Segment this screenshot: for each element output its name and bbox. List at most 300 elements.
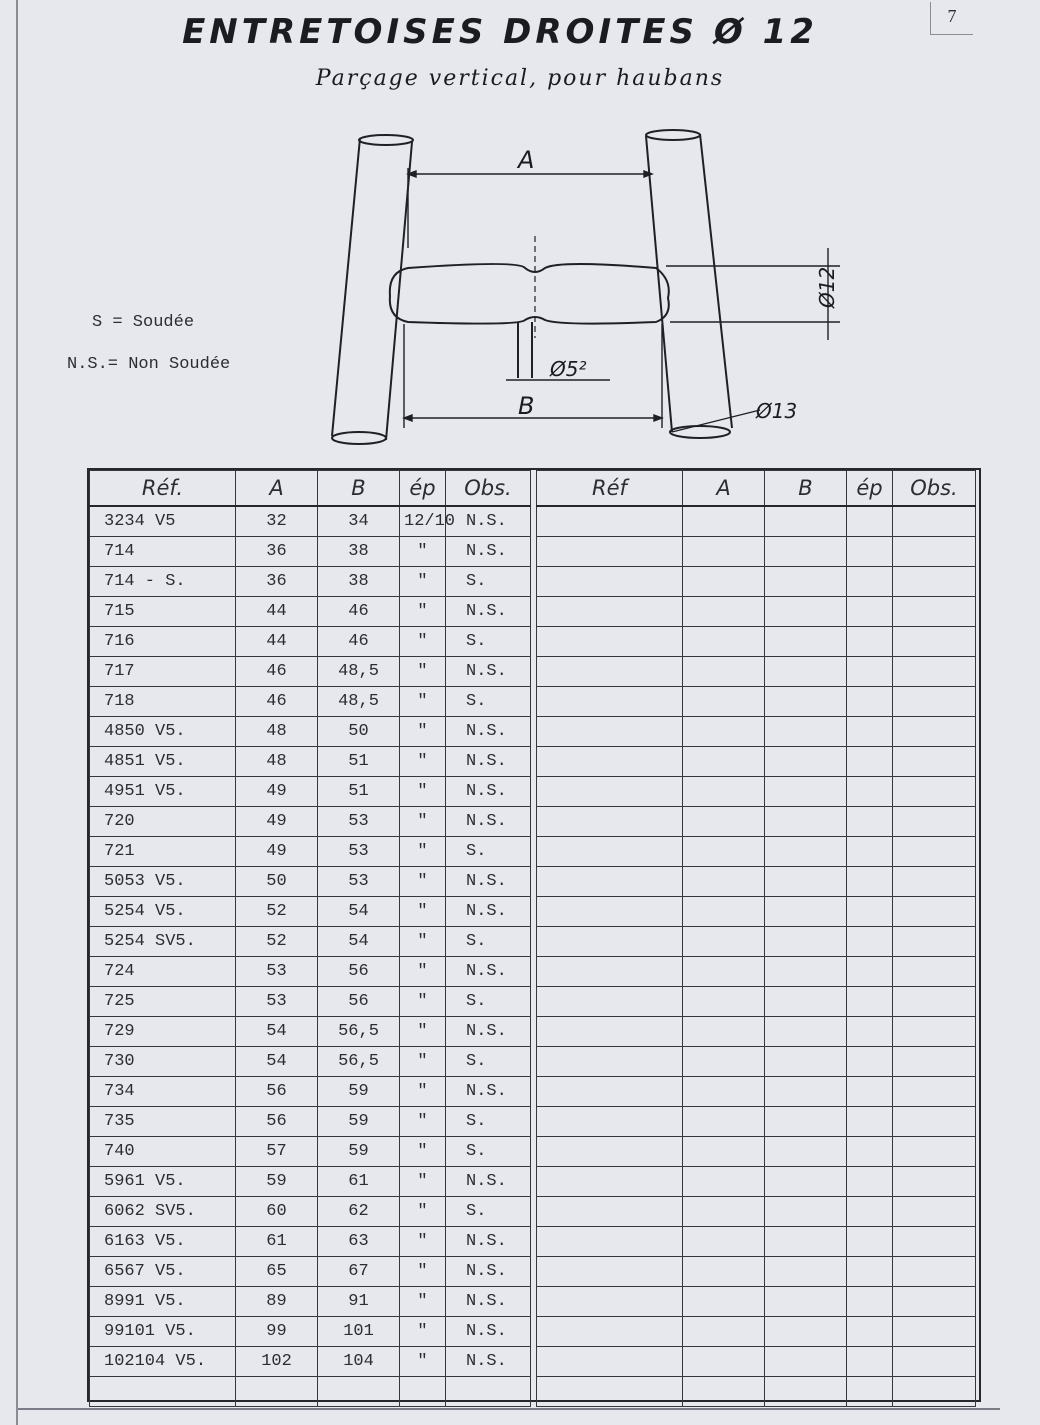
blank-cell [847, 1107, 893, 1137]
blank-cell [847, 897, 893, 927]
blank-cell [847, 567, 893, 597]
table-row [90, 657, 531, 687]
cell-a: 56 [236, 1107, 318, 1137]
right-tube [646, 134, 732, 432]
blank-table-row [537, 506, 976, 537]
table-row [90, 687, 531, 717]
table-row [90, 1017, 531, 1047]
cell-ref: 717 [90, 657, 236, 687]
cell-ep: " [400, 747, 446, 777]
cell-obs: N.S. [446, 1227, 531, 1257]
cell-ref: 4951 V5. [90, 777, 236, 807]
table-row [90, 807, 531, 837]
cell-ref: 718 [90, 687, 236, 717]
cell-obs: S. [446, 687, 531, 717]
col-b-2: B [765, 471, 847, 507]
cell-obs: S. [446, 1197, 531, 1227]
cell-ref: 720 [90, 807, 236, 837]
table-row [90, 837, 531, 867]
blank-table-row [537, 1257, 976, 1287]
cell-a: 61 [236, 1227, 318, 1257]
blank-cell [537, 567, 683, 597]
cell-a: 54 [236, 1017, 318, 1047]
blank-cell [683, 1107, 765, 1137]
blank-cell [683, 657, 765, 687]
blank-cell [847, 807, 893, 837]
cell-a: 56 [236, 1077, 318, 1107]
blank-cell [893, 687, 976, 717]
cell-ep: " [400, 1287, 446, 1317]
cell-ref: 740 [90, 1137, 236, 1167]
blank-cell [893, 537, 976, 567]
blank-cell [683, 1317, 765, 1347]
cell-ep: " [400, 567, 446, 597]
blank-cell [683, 687, 765, 717]
table-row [90, 1287, 531, 1317]
blank-cell [683, 537, 765, 567]
cell-ep: 12/10 [400, 506, 446, 537]
table-row [90, 987, 531, 1017]
blank-cell [847, 837, 893, 867]
cell-ref: 734 [90, 1077, 236, 1107]
blank-cell [893, 837, 976, 867]
blank-cell [893, 1167, 976, 1197]
blank-cell [765, 1017, 847, 1047]
table-row [90, 777, 531, 807]
blank-cell [537, 1077, 683, 1107]
cell-a: 32 [236, 506, 318, 537]
table-row [90, 1257, 531, 1287]
blank-cell [847, 687, 893, 717]
cell-ep: " [400, 1347, 446, 1377]
blank-cell [847, 1167, 893, 1197]
blank-cell [683, 567, 765, 597]
blank-table-row [537, 1107, 976, 1137]
blank-cell [765, 867, 847, 897]
blank-cell [847, 627, 893, 657]
cell-obs: N.S. [446, 506, 531, 537]
blank-cell [537, 807, 683, 837]
cell-b: 50 [318, 717, 400, 747]
blank-cell [765, 957, 847, 987]
blank-cell [893, 747, 976, 777]
table-row [90, 1227, 531, 1257]
blank-cell [765, 567, 847, 597]
blank-table-row [537, 1347, 976, 1377]
cell-ep: " [400, 807, 446, 837]
cell-a: 52 [236, 927, 318, 957]
cell-b: 59 [318, 1077, 400, 1107]
col-a: A [236, 471, 318, 507]
legend-non-soudee: N.S.= Non Soudée [67, 355, 231, 374]
blank-cell [893, 1077, 976, 1107]
blank-cell [537, 1377, 683, 1407]
blank-table-row [537, 867, 976, 897]
blank-cell [893, 867, 976, 897]
cell-obs: S. [446, 567, 531, 597]
cell-ep: " [400, 1317, 446, 1347]
cell-ep: " [400, 987, 446, 1017]
blank-cell [683, 1017, 765, 1047]
cell-ref: 714 [90, 537, 236, 567]
blank-cell [893, 897, 976, 927]
blank-cell [537, 1257, 683, 1287]
cell-ref: 4851 V5. [90, 747, 236, 777]
blank-cell [893, 777, 976, 807]
cell-ep: " [400, 597, 446, 627]
blank-cell [537, 1227, 683, 1257]
blank-cell [765, 506, 847, 537]
table-row [90, 1377, 531, 1407]
cell-ref: 5254 SV5. [90, 927, 236, 957]
blank-cell [893, 1287, 976, 1317]
cell-a: 48 [236, 747, 318, 777]
blank-table-row [537, 567, 976, 597]
cell-ep: " [400, 897, 446, 927]
cell-a [236, 1377, 318, 1407]
blank-cell [847, 1257, 893, 1287]
table-row [90, 1197, 531, 1227]
blank-table-row [537, 687, 976, 717]
cell-ep [400, 1377, 446, 1407]
table-row [90, 1077, 531, 1107]
blank-cell [683, 837, 765, 867]
cell-ref: 3234 V5 [90, 506, 236, 537]
blank-cell [537, 1137, 683, 1167]
blank-table-row [537, 1167, 976, 1197]
blank-cell [537, 777, 683, 807]
blank-cell [537, 717, 683, 747]
blank-cell [847, 1017, 893, 1047]
blank-cell [683, 1167, 765, 1197]
cell-obs: N.S. [446, 1167, 531, 1197]
cell-b: 51 [318, 777, 400, 807]
cell-ep: " [400, 1107, 446, 1137]
blank-cell [537, 957, 683, 987]
blank-cell [683, 506, 765, 537]
cell-obs: N.S. [446, 747, 531, 777]
blank-cell [847, 747, 893, 777]
cell-ref: 735 [90, 1107, 236, 1137]
blank-cell [847, 506, 893, 537]
cell-obs: N.S. [446, 1257, 531, 1287]
blank-cell [683, 777, 765, 807]
blank-cell [537, 1197, 683, 1227]
cell-ref: 5053 V5. [90, 867, 236, 897]
cell-a: 46 [236, 657, 318, 687]
cell-a: 59 [236, 1167, 318, 1197]
cell-ref: 714 - S. [90, 567, 236, 597]
blank-cell [847, 597, 893, 627]
cell-b [318, 1377, 400, 1407]
col-a-2: A [683, 471, 765, 507]
blank-cell [893, 1377, 976, 1407]
blank-cell [537, 1107, 683, 1137]
blank-cell [765, 1227, 847, 1257]
blank-table-row [537, 1317, 976, 1347]
table-row [90, 567, 531, 597]
cell-obs: S. [446, 1047, 531, 1077]
cell-obs: N.S. [446, 717, 531, 747]
blank-cell [765, 627, 847, 657]
cell-ref: 6567 V5. [90, 1257, 236, 1287]
page-bottom-edge [18, 1408, 1000, 1410]
cell-obs: N.S. [446, 957, 531, 987]
cell-a: 102 [236, 1347, 318, 1377]
cell-obs: N.S. [446, 1017, 531, 1047]
cell-ep: " [400, 1017, 446, 1047]
cell-obs: N.S. [446, 1347, 531, 1377]
blank-table-row [537, 957, 976, 987]
blank-cell [537, 837, 683, 867]
cell-ref: 721 [90, 837, 236, 867]
blank-table-row [537, 807, 976, 837]
cell-obs: S. [446, 627, 531, 657]
cell-ref: 724 [90, 957, 236, 987]
blank-table-body [537, 506, 976, 1407]
cell-obs: S. [446, 1107, 531, 1137]
blank-cell [893, 807, 976, 837]
blank-cell [537, 1167, 683, 1197]
cell-ref: 725 [90, 987, 236, 1017]
blank-cell [893, 957, 976, 987]
blank-cell [847, 1197, 893, 1227]
cell-a: 60 [236, 1197, 318, 1227]
blank-table-header-row [537, 471, 976, 507]
spacer-bar [390, 264, 669, 324]
cell-b: 59 [318, 1107, 400, 1137]
left-tube [332, 138, 412, 440]
cell-ref: 715 [90, 597, 236, 627]
cell-a: 53 [236, 957, 318, 987]
blank-table-row [537, 987, 976, 1017]
blank-cell [765, 597, 847, 627]
cell-b: 104 [318, 1347, 400, 1377]
cell-ref: 729 [90, 1017, 236, 1047]
cell-obs: N.S. [446, 807, 531, 837]
blank-cell [683, 597, 765, 627]
blank-cell [893, 1047, 976, 1077]
blank-cell [683, 1377, 765, 1407]
cell-b: 34 [318, 506, 400, 537]
cell-b: 56 [318, 987, 400, 1017]
blank-cell [683, 1047, 765, 1077]
blank-cell [893, 1347, 976, 1377]
blank-cell [847, 1137, 893, 1167]
blank-cell [765, 1077, 847, 1107]
blank-cell [765, 927, 847, 957]
blank-cell [537, 687, 683, 717]
cell-a: 44 [236, 597, 318, 627]
cell-ref: 99101 V5. [90, 1317, 236, 1347]
blank-cell [683, 1257, 765, 1287]
cell-b: 91 [318, 1287, 400, 1317]
blank-cell [847, 1347, 893, 1377]
blank-cell [893, 1227, 976, 1257]
cell-ep: " [400, 687, 446, 717]
blank-cell [537, 1017, 683, 1047]
cell-a: 89 [236, 1287, 318, 1317]
blank-cell [537, 867, 683, 897]
blank-cell [537, 747, 683, 777]
table-row [90, 927, 531, 957]
blank-table-row [537, 1287, 976, 1317]
blank-cell [893, 1017, 976, 1047]
cell-ref: 4850 V5. [90, 717, 236, 747]
blank-cell [893, 927, 976, 957]
blank-table-row [537, 837, 976, 867]
cell-a: 48 [236, 717, 318, 747]
blank-table-row [537, 1137, 976, 1167]
blank-cell [537, 506, 683, 537]
blank-table-row [537, 1017, 976, 1047]
blank-cell [847, 1227, 893, 1257]
cell-b: 46 [318, 597, 400, 627]
cell-b: 53 [318, 837, 400, 867]
cell-ep: " [400, 837, 446, 867]
cell-ep: " [400, 1047, 446, 1077]
blank-table-row [537, 1227, 976, 1257]
blank-cell [683, 627, 765, 657]
page-left-edge [16, 0, 18, 1425]
table-row [90, 506, 531, 537]
blank-cell [893, 987, 976, 1017]
blank-cell [683, 867, 765, 897]
cell-obs: N.S. [446, 657, 531, 687]
blank-cell [765, 657, 847, 687]
cell-a: 49 [236, 777, 318, 807]
blank-cell [847, 777, 893, 807]
cell-b: 46 [318, 627, 400, 657]
blank-table-row [537, 537, 976, 567]
blank-table-row [537, 927, 976, 957]
cell-ref: 5254 V5. [90, 897, 236, 927]
cell-a: 49 [236, 837, 318, 867]
blank-cell [847, 717, 893, 747]
cell-ref: 6062 SV5. [90, 1197, 236, 1227]
cell-a: 50 [236, 867, 318, 897]
blank-cell [765, 1047, 847, 1077]
blank-cell [683, 1137, 765, 1167]
cell-a: 65 [236, 1257, 318, 1287]
cell-b: 61 [318, 1167, 400, 1197]
cell-ref: 6163 V5. [90, 1227, 236, 1257]
table-row [90, 897, 531, 927]
blank-cell [893, 506, 976, 537]
cell-a: 99 [236, 1317, 318, 1347]
blank-cell [537, 627, 683, 657]
blank-cell [893, 1137, 976, 1167]
blank-cell [537, 1047, 683, 1077]
cell-ep: " [400, 777, 446, 807]
cell-ep: " [400, 1257, 446, 1287]
blank-cell [893, 1197, 976, 1227]
blank-cell [847, 867, 893, 897]
cell-b: 67 [318, 1257, 400, 1287]
blank-cell [683, 957, 765, 987]
table-row [90, 957, 531, 987]
cell-a: 36 [236, 537, 318, 567]
cell-b: 48,5 [318, 687, 400, 717]
cell-b: 56 [318, 957, 400, 987]
cell-b: 38 [318, 567, 400, 597]
cell-ref: 730 [90, 1047, 236, 1077]
blank-cell [537, 987, 683, 1017]
cell-obs: S. [446, 987, 531, 1017]
legend-soudee: S = Soudée [92, 313, 195, 332]
blank-cell [537, 1317, 683, 1347]
cell-b: 53 [318, 807, 400, 837]
table-row [90, 627, 531, 657]
blank-cell [893, 627, 976, 657]
cell-b: 54 [318, 927, 400, 957]
cell-ref: 102104 V5. [90, 1347, 236, 1377]
cell-ep: " [400, 1167, 446, 1197]
blank-table-row [537, 627, 976, 657]
table-row [90, 1347, 531, 1377]
blank-cell [765, 1287, 847, 1317]
blank-cell [765, 897, 847, 927]
cell-ep: " [400, 1137, 446, 1167]
cell-ref: 5961 V5. [90, 1167, 236, 1197]
dim-a-label: A [518, 146, 535, 174]
table-row [90, 1137, 531, 1167]
blank-cell [537, 1347, 683, 1377]
blank-table-row [537, 717, 976, 747]
page-number: 7 [930, 2, 973, 35]
blank-cell [893, 657, 976, 687]
cell-b: 56,5 [318, 1017, 400, 1047]
cell-obs: N.S. [446, 537, 531, 567]
blank-cell [765, 1167, 847, 1197]
blank-cell [765, 1377, 847, 1407]
cell-ep: " [400, 927, 446, 957]
dim-13-label: Ø13 [756, 399, 798, 423]
blank-table-row [537, 1377, 976, 1407]
table-row [90, 537, 531, 567]
blank-cell [765, 1137, 847, 1167]
table-row [90, 867, 531, 897]
col-b: B [318, 471, 400, 507]
col-ep: ép [400, 471, 446, 507]
blank-cell [683, 717, 765, 747]
blank-cell [893, 1107, 976, 1137]
blank-cell [765, 537, 847, 567]
blank-table-row [537, 1197, 976, 1227]
cell-ep: " [400, 657, 446, 687]
blank-cell [765, 807, 847, 837]
blank-cell [537, 597, 683, 627]
table-row [90, 717, 531, 747]
col-obs-2: Obs. [893, 471, 976, 507]
cell-a: 46 [236, 687, 318, 717]
blank-cell [893, 567, 976, 597]
blank-cell [847, 1047, 893, 1077]
blank-cell [683, 747, 765, 777]
blank-cell [683, 1077, 765, 1107]
cell-ep: " [400, 957, 446, 987]
blank-cell [847, 927, 893, 957]
blank-cell [847, 657, 893, 687]
spacer-technical-drawing [320, 128, 840, 453]
cell-ep: " [400, 1197, 446, 1227]
blank-cell [765, 1197, 847, 1227]
blank-table-row [537, 747, 976, 777]
table-row [90, 747, 531, 777]
blank-cell [847, 987, 893, 1017]
cell-b: 101 [318, 1317, 400, 1347]
blank-cell [847, 1317, 893, 1347]
